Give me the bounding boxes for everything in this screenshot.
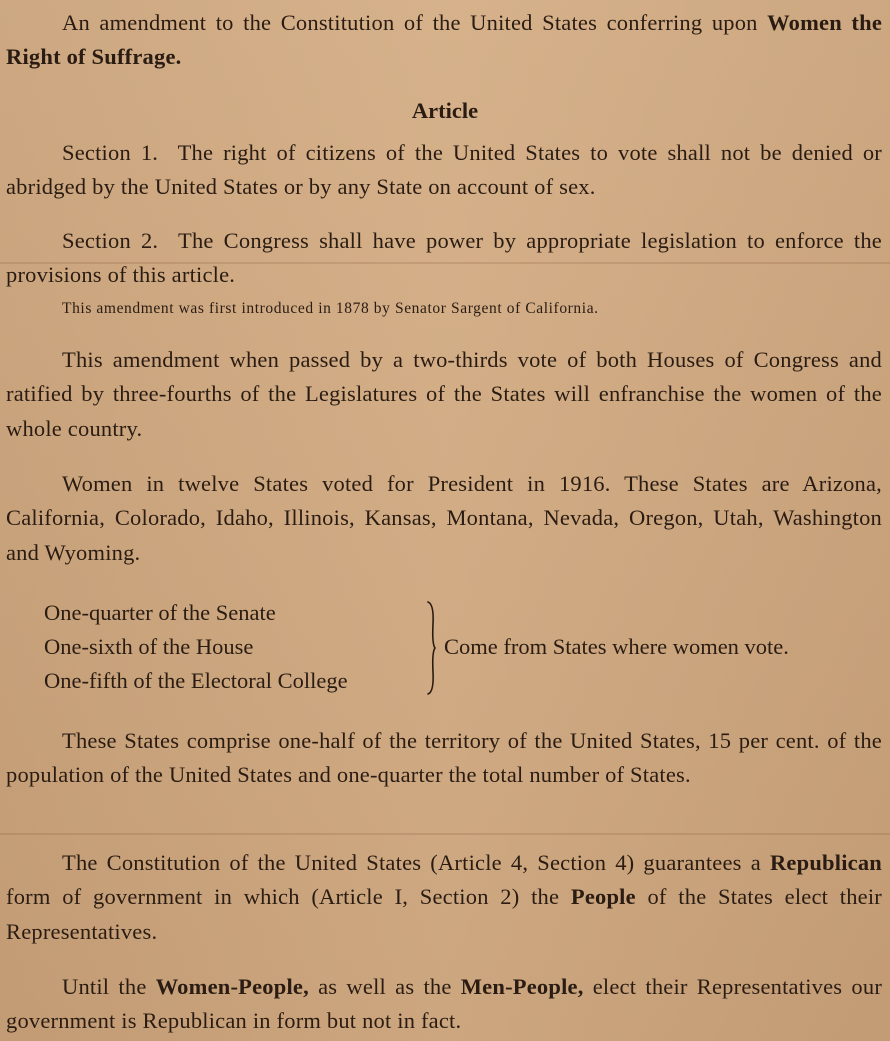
document-title	[6, 6, 882, 75]
constitution-text-1: The Constitution of the United States (Article 4, Section 4) guarantees a	[62, 850, 761, 875]
ratification-paragraph: This amendment when passed by a two-thirds vote of both Houses of Congress and ratified by three-fourths of the Legislatures of the States will enfranchise the women of the whole country.	[6, 347, 882, 441]
territory-paragraph: These States comprise one-half of the territory of the United States, 15 per cent. of the population of the United States and one-quarter the total number of States.	[6, 728, 882, 788]
title-line-1: An amendment to the Constitution of the United States conferring upon	[62, 10, 758, 35]
section-2-label: Section 2.	[62, 228, 159, 253]
representation-item-senate: One-quarter of the Senate	[44, 600, 276, 625]
paper-fold-line	[0, 833, 890, 835]
representation-item-house: One-sixth of the House	[44, 634, 254, 659]
title-line-2: Women the Right of Suffrage.	[6, 10, 883, 70]
section-1-label: Section 1.	[62, 140, 159, 165]
introduction-note: This amendment was first introduced in 1878 by Senator Sargent of California.	[62, 300, 599, 317]
section-1-text: The right of citizens of the United States to vote shall not be denied or abridged by the United States or by any State on account of sex.	[6, 140, 882, 200]
constitution-text-3: of the States elect their Representatives.	[6, 884, 883, 944]
closing-text-1: Until the	[62, 974, 147, 999]
states-1916-paragraph: Women in twelve States voted for President in 1916. These States are Arizona, California, Colorado, Idaho, Illinois, Kansas, Montana, Nevada, Oregon, Utah, Washington and Wyoming.	[6, 471, 882, 565]
closing-paragraph	[6, 970, 882, 1039]
section-1-paragraph	[6, 136, 882, 205]
constitution-text-2: form of government in which (Article I, Section 2) the	[6, 884, 560, 910]
article-heading: Article	[411, 98, 479, 123]
constitution-paragraph	[6, 846, 882, 949]
representation-result: Come from States where women vote.	[444, 634, 789, 659]
representation-block	[44, 596, 884, 702]
republican-emphasis: Republican	[769, 850, 882, 875]
closing-text-2: as well as the	[318, 974, 452, 999]
men-people-emphasis: Men-People,	[460, 974, 584, 999]
people-emphasis: People	[570, 884, 636, 910]
women-people-emphasis: Women-People,	[155, 974, 309, 999]
representation-item-electoral-college: One-fifth of the Electoral College	[44, 668, 348, 693]
right-brace-icon	[426, 600, 436, 696]
section-2-text: The Congress shall have power by appropriate legislation to enforce the provisions of this article.	[6, 228, 882, 288]
closing-text-3: elect their Representatives our government is Republican in form but not in fact.	[6, 974, 883, 1034]
section-2-paragraph	[6, 224, 882, 293]
